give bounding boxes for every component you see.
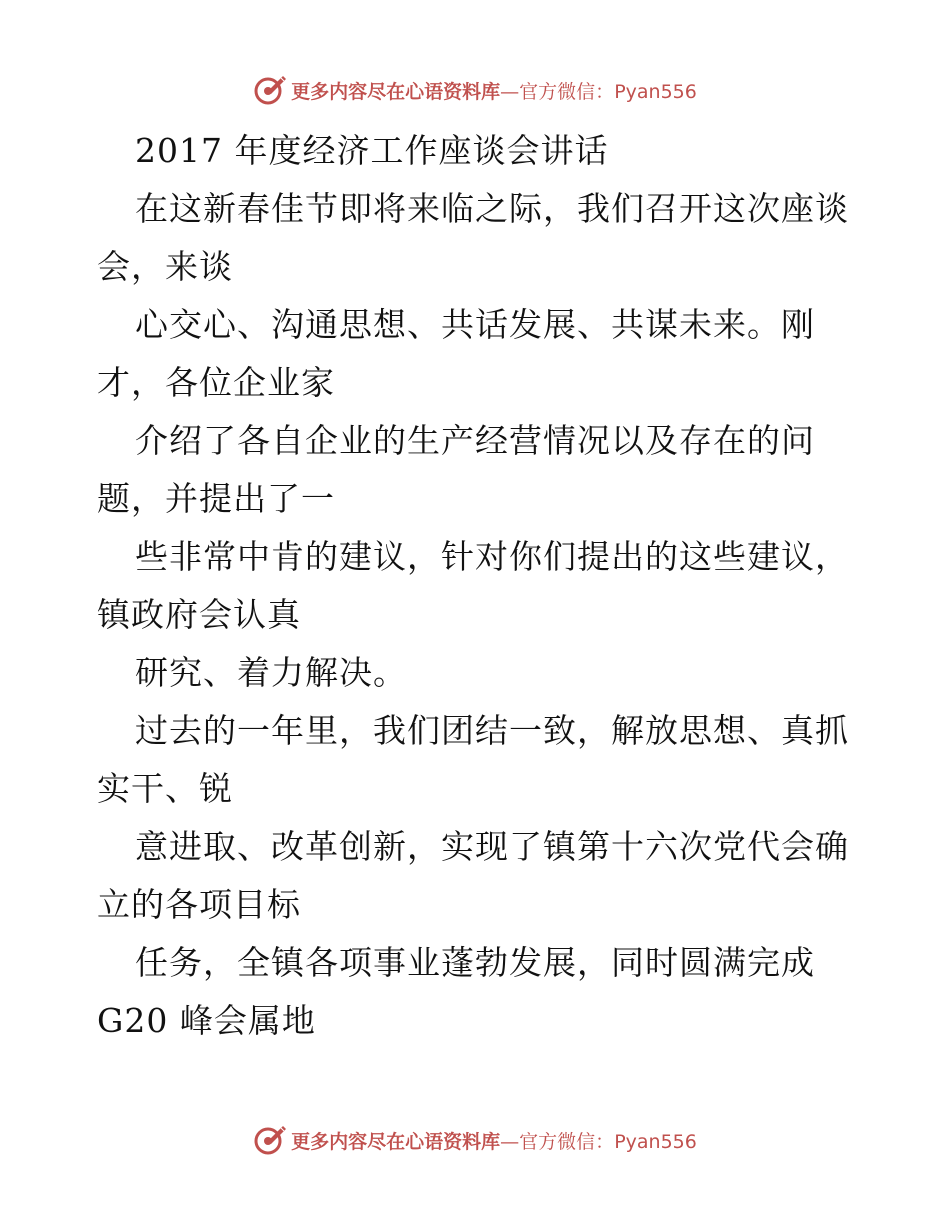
doc-line: 会，来谈 <box>97 247 233 286</box>
doc-line: 些非常中肯的建议，针对你们提出的这些建议， <box>135 537 849 576</box>
doc-line: 介绍了各自企业的生产经营情况以及存在的问 <box>135 421 815 460</box>
banner-wechat-label: 官方微信： <box>519 80 615 103</box>
doc-title: 2017 年度经济工作座谈会讲话 <box>135 131 609 170</box>
doc-line: 在这新春佳节即将来临之际，我们召开这次座谈 <box>135 189 849 228</box>
pen-nib-circle-icon <box>253 1123 287 1157</box>
banner-text <box>291 77 697 104</box>
doc-line: 立的各项目标 <box>97 885 301 924</box>
banner-wechat-id: Pyan556 <box>614 1130 697 1153</box>
doc-line: 意进取、改革创新，实现了镇第十六次党代会确 <box>135 827 849 866</box>
doc-line: 过去的一年里，我们团结一致，解放思想、真抓 <box>135 711 849 750</box>
doc-line: 题，并提出了一 <box>97 479 335 518</box>
doc-line: 镇政府会认真 <box>97 595 301 634</box>
banner-wechat-label: 官方微信： <box>519 1130 615 1153</box>
document-body <box>97 122 857 1050</box>
doc-line: 研究、着力解决。 <box>135 653 407 692</box>
header-banner <box>0 72 950 108</box>
doc-line: G20 峰会属地 <box>97 1001 316 1040</box>
doc-line: 才，各位企业家 <box>97 363 335 402</box>
footer-banner <box>0 1122 950 1158</box>
banner-separator: — <box>500 80 520 103</box>
doc-line: 实干、锐 <box>97 769 233 808</box>
banner-wechat-id: Pyan556 <box>614 80 697 103</box>
doc-line: 任务，全镇各项事业蓬勃发展，同时圆满完成 <box>135 943 815 982</box>
banner-text <box>291 1127 697 1154</box>
banner-prefix: 更多内容尽在心语资料库 <box>291 80 501 103</box>
pen-nib-circle-icon <box>253 73 287 107</box>
doc-line: 心交心、沟通思想、共话发展、共谋未来。刚 <box>135 305 815 344</box>
banner-prefix: 更多内容尽在心语资料库 <box>291 1130 501 1153</box>
banner-separator: — <box>500 1130 520 1153</box>
